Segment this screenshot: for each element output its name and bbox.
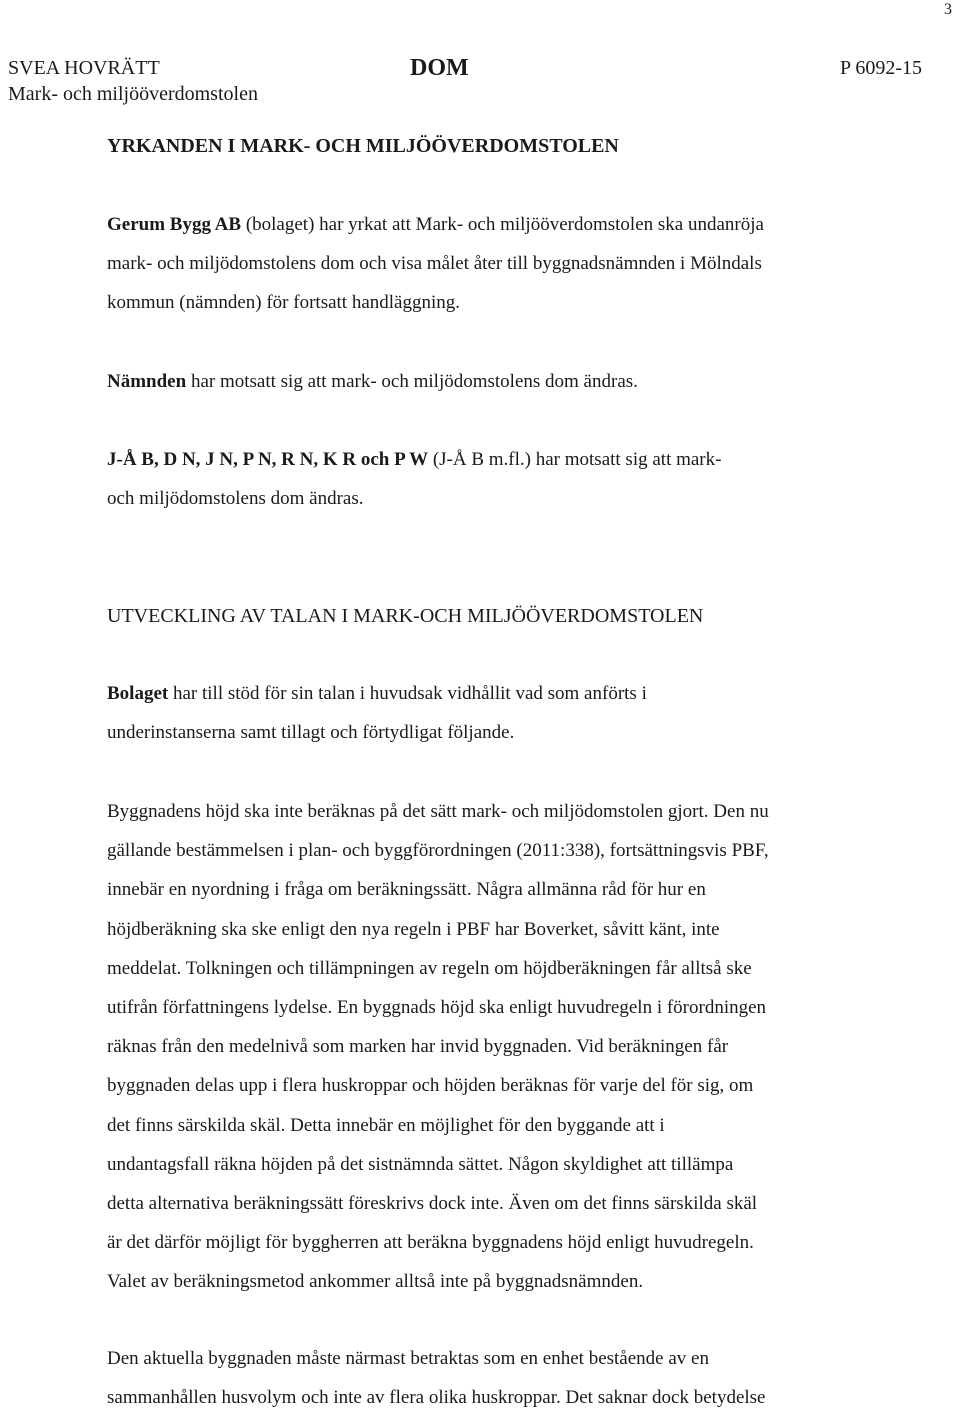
text-line: mark- och miljödomstolens dom och visa målet åter till byggnadsnämnden i Mölndals bbox=[107, 253, 762, 275]
text-line: det finns särskilda skäl. Detta innebär en möjlighet för den byggande att i bbox=[107, 1114, 665, 1136]
paragraph-bolaget-support bbox=[107, 674, 897, 752]
text-line: detta alternativa beräkningssätt föreskrivs dock inte. Även om det finns särskilda skäl bbox=[107, 1193, 758, 1215]
text: har till stöd för sin talan i huvudsak vidhållit vad som anförts i bbox=[168, 683, 647, 704]
text-line: meddelat. Tolkningen och tillämpningen av regeln om höjdberäkningen får alltså ske bbox=[107, 957, 752, 979]
paragraph-height-calculation bbox=[107, 792, 897, 1302]
paragraph-building-unit bbox=[107, 1339, 897, 1417]
text-line: innebär en nyordning i fråga om beräkningssätt. Några allmänna råd för hur en bbox=[107, 879, 706, 901]
text-line: underinstanserna samt tillagt och förtydligat följande. bbox=[107, 722, 515, 744]
text: (bolaget) har yrkat att Mark- och miljööverdomstolen ska undanröja bbox=[241, 214, 764, 235]
section-heading-development: UTVECKLING AV TALAN I MARK-OCH MILJÖÖVERDOMSTOLEN bbox=[107, 605, 704, 627]
paragraph-namnden-claim bbox=[107, 362, 897, 401]
text-line: gällande bestämmelsen i plan- och byggförordningen (2011:338), fortsättningsvis PBF, bbox=[107, 840, 769, 862]
text-line: sammanhållen husvolym och inte av flera olika huskroppar. Det saknar dock betydelse bbox=[107, 1387, 766, 1409]
party-name: Bolaget bbox=[107, 683, 169, 704]
text-line: Valet av beräkningsmetod ankommer alltså inte på byggnadsnämnden. bbox=[107, 1271, 644, 1293]
court-name: SVEA HOVRÄTT bbox=[8, 57, 160, 79]
text-line: räknas från den medelnivå som marken har invid byggnaden. Vid beräkningen får bbox=[107, 1036, 729, 1058]
party-names: J-Å B, D N, J N, P N, R N, K R och P W bbox=[107, 449, 429, 470]
party-name: Gerum Bygg AB bbox=[107, 214, 242, 235]
text: har motsatt sig att mark- och miljödomstolens dom ändras. bbox=[186, 371, 638, 392]
text-line: utifrån författningens lydelse. En byggnads höjd ska enligt huvudregeln i förordningen bbox=[107, 997, 767, 1019]
court-division: Mark- och miljööverdomstolen bbox=[8, 83, 258, 105]
text-line: Den aktuella byggnaden måste närmast betraktas som en enhet bestående av en bbox=[107, 1348, 709, 1369]
paragraph-bolaget-claim bbox=[107, 205, 897, 323]
text: (J-Å B m.fl.) har motsatt sig att mark- bbox=[428, 449, 722, 470]
document-type: DOM bbox=[410, 55, 469, 81]
section-heading-claims: YRKANDEN I MARK- OCH MILJÖÖVERDOMSTOLEN bbox=[107, 135, 619, 157]
page-number: 3 bbox=[944, 1, 952, 18]
paragraph-neighbours-claim bbox=[107, 440, 897, 518]
text-line: byggnaden delas upp i flera huskroppar och höjden beräknas för varje del för sig, om bbox=[107, 1075, 754, 1097]
text-line: och miljödomstolens dom ändras. bbox=[107, 488, 364, 510]
text-line: kommun (nämnden) för fortsatt handläggning. bbox=[107, 292, 461, 314]
text-line: undantagsfall räkna höjden på det sistnämnda sättet. Någon skyldighet att tillämpa bbox=[107, 1153, 734, 1175]
text-line: höjdberäkning ska ske enligt den nya regeln i PBF har Boverket, såvitt känt, inte bbox=[107, 918, 720, 940]
party-name: Nämnden bbox=[107, 371, 187, 392]
case-number: P 6092-15 bbox=[839, 57, 922, 79]
text-line: är det därför möjligt för byggherren att beräkna byggnadens höjd enligt huvudregeln. bbox=[107, 1232, 754, 1254]
text-line: Byggnadens höjd ska inte beräknas på det sätt mark- och miljödomstolen gjort. Den nu bbox=[107, 801, 769, 822]
